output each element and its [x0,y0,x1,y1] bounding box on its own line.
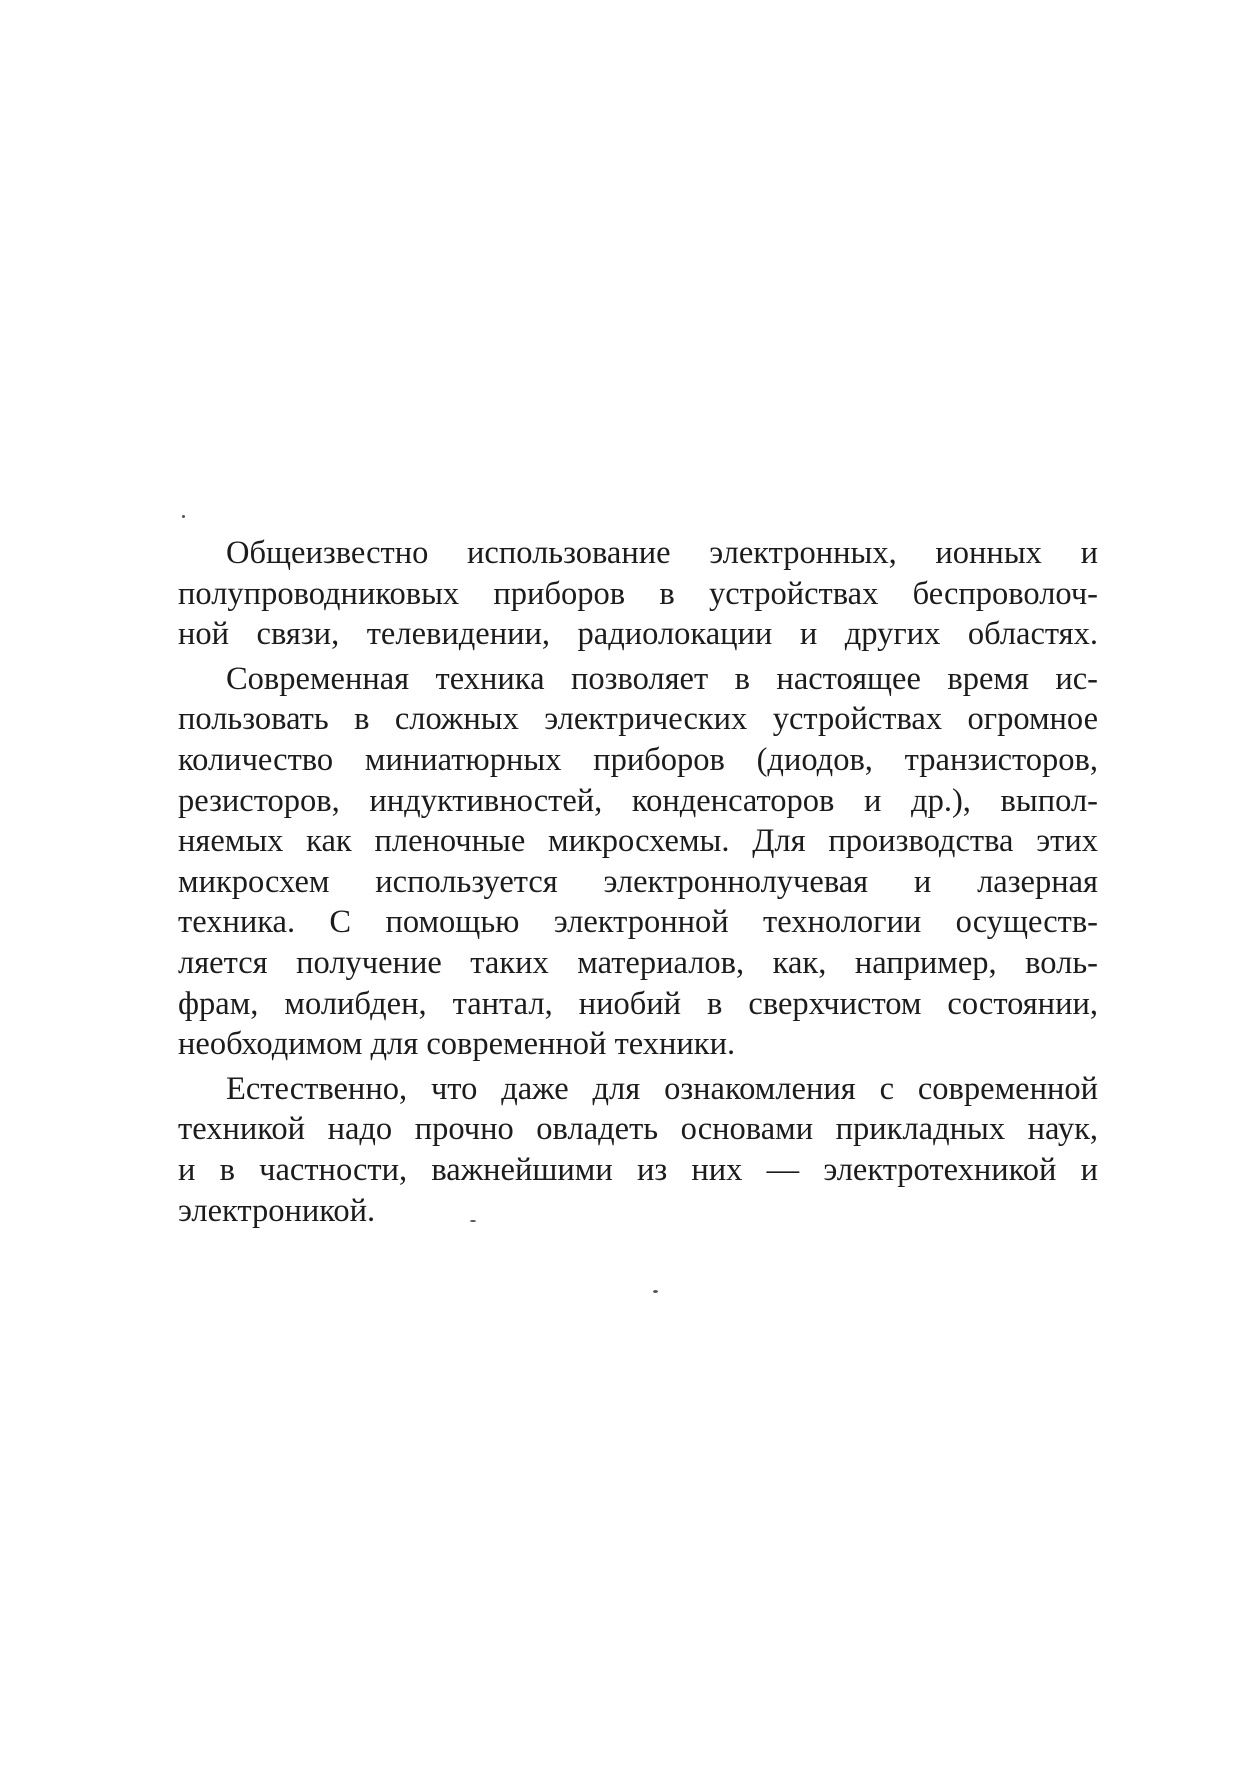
paragraph-1 [178,533,1098,655]
text-line: электроникой. [178,1192,376,1229]
text-line: ной связи, телевидении, радиолокации и других областях. [178,616,1098,653]
text-line: микросхем используется электроннолучевая и лазерная [178,863,1098,900]
print-speck [182,515,185,518]
text-line: ляется получение таких материалов, как, например, воль- [178,944,1098,981]
text-line: техникой надо прочно овладеть основами прикладных наук, [178,1111,1098,1148]
text-line: техника. С помощью электронной технологии осуществ- [178,904,1098,941]
text-line: пользовать в сложных электрических устройствах огромное [178,701,1098,738]
text-line: необходимом для современной техники. [178,1026,736,1063]
text-line: Естественно, что даже для ознакомления с современной [226,1070,1098,1107]
text-line: количество миниатюрных приборов (диодов, транзисторов, [178,741,1098,778]
text-line: Современная техника позволяет в настоящее время ис- [226,660,1098,697]
print-speck [470,1220,476,1222]
text-line: полупроводниковых приборов в устройствах беспроволоч- [178,575,1098,612]
body-text [178,533,1098,1231]
print-speck [653,1290,658,1293]
paragraph-3 [178,1069,1098,1231]
text-line: резисторов, индуктивностей, конденсаторов и др.), выпол- [178,782,1098,819]
text-line: фрам, молибден, тантал, ниобий в сверхчистом состоянии, [178,985,1098,1022]
paragraph-2 [178,659,1098,1065]
text-line: и в частности, важнейшими из них — электротехникой и [178,1151,1098,1188]
text-line: няемых как пленочные микросхемы. Для производства этих [178,823,1098,860]
text-line: Общеизвестно использование электронных, ионных и [226,535,1098,571]
